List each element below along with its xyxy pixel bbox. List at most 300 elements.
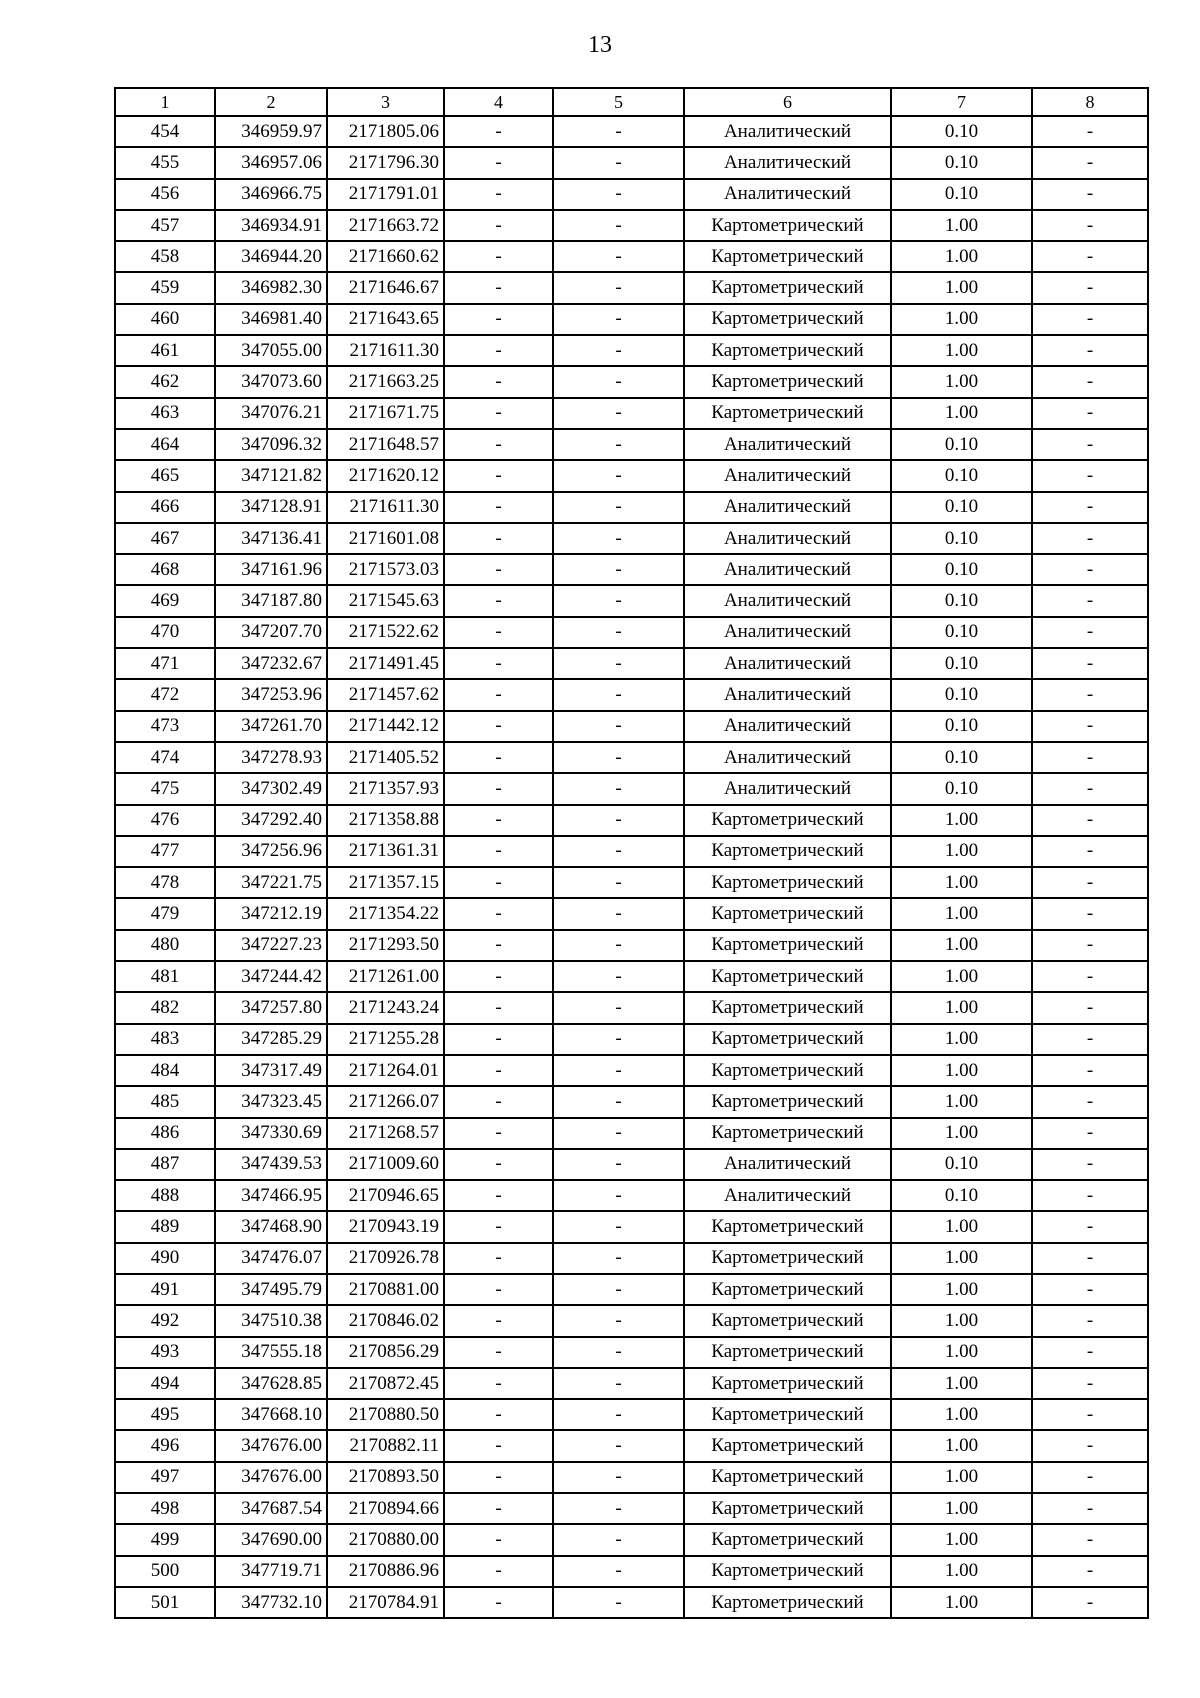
table-cell: - [444,679,553,710]
table-cell: 2170893.50 [327,1462,444,1493]
table-cell: - [553,1556,684,1587]
table-row [115,805,1148,836]
table-cell: 1.00 [891,1587,1032,1618]
table-cell: 0.10 [891,116,1032,147]
table-cell: 480 [115,930,215,961]
table-cell: 347128.91 [215,492,327,523]
table-cell: 2171620.12 [327,460,444,491]
table-row [115,116,1148,147]
table-cell: - [444,617,553,648]
table-cell: 2171663.25 [327,366,444,397]
table-cell: 347690.00 [215,1524,327,1555]
table-cell: - [1032,1243,1148,1274]
table-cell: 347207.70 [215,617,327,648]
table-cell: - [553,554,684,585]
column-header: 6 [684,88,891,116]
table-cell: - [1032,1556,1148,1587]
table-cell: 0.10 [891,523,1032,554]
table-cell: - [444,585,553,616]
table-row [115,1180,1148,1211]
table-cell: 0.10 [891,1149,1032,1180]
table-cell: - [553,429,684,460]
table-cell: - [1032,836,1148,867]
table-cell: - [444,1180,553,1211]
table-cell: 346981.40 [215,304,327,335]
table-cell: 1.00 [891,1118,1032,1149]
table-cell: Картометрический [684,992,891,1023]
table-cell: 0.10 [891,617,1032,648]
table-cell: Картометрический [684,1430,891,1461]
table-cell: - [1032,1587,1148,1618]
table-cell: - [553,523,684,554]
table-row [115,1243,1148,1274]
table-cell: 0.10 [891,742,1032,773]
column-header: 2 [215,88,327,116]
table-cell: 2170881.00 [327,1274,444,1305]
table-cell: Картометрический [684,1118,891,1149]
table-cell: 347468.90 [215,1211,327,1242]
table-cell: - [1032,1118,1148,1149]
table-cell: 495 [115,1399,215,1430]
table-row [115,366,1148,397]
table-cell: - [444,398,553,429]
table-cell: Картометрический [684,930,891,961]
table-cell: - [444,1305,553,1336]
table-cell: - [444,1524,553,1555]
table-cell: 0.10 [891,429,1032,460]
table-cell: - [1032,1274,1148,1305]
table-cell: 2170926.78 [327,1243,444,1274]
table-row [115,460,1148,491]
table-cell: 466 [115,492,215,523]
table-cell: 347555.18 [215,1337,327,1368]
table-cell: 1.00 [891,1024,1032,1055]
table-cell: 493 [115,1337,215,1368]
table-cell: 462 [115,366,215,397]
table-cell: 1.00 [891,898,1032,929]
table-row [115,1430,1148,1461]
table-cell: - [553,335,684,366]
table-cell: - [553,711,684,742]
table-cell: - [444,898,553,929]
table-cell: 2171643.65 [327,304,444,335]
table-cell: 1.00 [891,1337,1032,1368]
table-cell: - [1032,492,1148,523]
table-cell: - [444,1430,553,1461]
table-cell: - [553,1430,684,1461]
table-cell: - [444,1493,553,1524]
table-cell: 1.00 [891,398,1032,429]
table-cell: 346959.97 [215,116,327,147]
table-cell: - [553,304,684,335]
table-cell: Аналитический [684,492,891,523]
table-cell: Аналитический [684,711,891,742]
table-cell: - [553,241,684,272]
table-row [115,398,1148,429]
table-cell: 347161.96 [215,554,327,585]
table-cell: - [1032,805,1148,836]
table-cell: Картометрический [684,335,891,366]
table-cell: - [1032,210,1148,241]
column-header: 3 [327,88,444,116]
table-cell: 347257.80 [215,992,327,1023]
column-header: 8 [1032,88,1148,116]
table-cell: - [1032,1430,1148,1461]
table-cell: - [553,272,684,303]
table-cell: Картометрический [684,836,891,867]
table-cell: - [444,961,553,992]
table-cell: - [444,366,553,397]
table-cell: - [553,460,684,491]
table-cell: 472 [115,679,215,710]
table-cell: - [553,366,684,397]
table-cell: - [553,210,684,241]
table-cell: - [553,1024,684,1055]
table-row [115,617,1148,648]
table-cell: 2171357.93 [327,773,444,804]
table-cell: - [1032,679,1148,710]
table-cell: 2171266.07 [327,1086,444,1117]
table-cell: 347073.60 [215,366,327,397]
table-row [115,179,1148,210]
table-cell: 1.00 [891,335,1032,366]
table-cell: - [553,773,684,804]
table-cell: - [444,1118,553,1149]
table-cell: Картометрический [684,1399,891,1430]
table-row [115,1149,1148,1180]
table-cell: - [1032,398,1148,429]
table-cell: - [444,1556,553,1587]
table-cell: 1.00 [891,1274,1032,1305]
table-cell: Картометрический [684,1211,891,1242]
table-cell: - [1032,1180,1148,1211]
table-cell: - [553,805,684,836]
table-cell: - [1032,961,1148,992]
table-cell: - [1032,1368,1148,1399]
table-row [115,773,1148,804]
table-cell: - [1032,1305,1148,1336]
table-cell: 346982.30 [215,272,327,303]
table-cell: - [444,116,553,147]
table-cell: - [553,1180,684,1211]
table-cell: 2171255.28 [327,1024,444,1055]
table-row [115,1337,1148,1368]
table-row [115,1462,1148,1493]
table-cell: Аналитический [684,523,891,554]
table-cell: - [444,1337,553,1368]
table-cell: 1.00 [891,366,1032,397]
table-cell: 347676.00 [215,1462,327,1493]
table-cell: - [444,460,553,491]
table-cell: 1.00 [891,1211,1032,1242]
table-header-row [115,88,1148,116]
table-cell: 347439.53 [215,1149,327,1180]
table-cell: - [1032,1055,1148,1086]
table-cell: Картометрический [684,805,891,836]
table-cell: 347292.40 [215,805,327,836]
table-cell: - [553,930,684,961]
table-cell: - [444,742,553,773]
table-cell: 2171264.01 [327,1055,444,1086]
table-row [115,711,1148,742]
table-cell: 347495.79 [215,1274,327,1305]
table-cell: Картометрический [684,1086,891,1117]
table-cell: Аналитический [684,116,891,147]
table-cell: 488 [115,1180,215,1211]
table-cell: Аналитический [684,1149,891,1180]
table-cell: - [444,992,553,1023]
table-row [115,272,1148,303]
table-cell: 347732.10 [215,1587,327,1618]
table-cell: - [444,429,553,460]
table-row [115,898,1148,929]
table-cell: - [444,1243,553,1274]
table-cell: 1.00 [891,961,1032,992]
table-cell: - [1032,241,1148,272]
table-cell: 458 [115,241,215,272]
table-cell: Аналитический [684,147,891,178]
table-cell: - [444,304,553,335]
table-cell: - [553,147,684,178]
table-cell: - [444,1274,553,1305]
table-row [115,648,1148,679]
table-cell: Картометрический [684,961,891,992]
table-cell: - [1032,272,1148,303]
column-header: 4 [444,88,553,116]
table-cell: 2171791.01 [327,179,444,210]
table-cell: 1.00 [891,1305,1032,1336]
table-cell: 2170872.45 [327,1368,444,1399]
table-cell: - [553,179,684,210]
table-cell: 347076.21 [215,398,327,429]
table-row [115,742,1148,773]
table-cell: - [1032,1211,1148,1242]
table-cell: 2171671.75 [327,398,444,429]
table-cell: 2170784.91 [327,1587,444,1618]
table-cell: 501 [115,1587,215,1618]
table-cell: 0.10 [891,648,1032,679]
table-cell: 2171611.30 [327,335,444,366]
table-cell: - [1032,554,1148,585]
table-cell: 2171009.60 [327,1149,444,1180]
table-cell: - [444,867,553,898]
table-cell: 2170846.02 [327,1305,444,1336]
table-cell: 347232.67 [215,648,327,679]
table-cell: 2170880.50 [327,1399,444,1430]
table-cell: 1.00 [891,304,1032,335]
table-cell: Картометрический [684,398,891,429]
table-cell: - [444,773,553,804]
table-cell: 1.00 [891,805,1032,836]
table-cell: 0.10 [891,773,1032,804]
table-row [115,1211,1148,1242]
table-cell: 461 [115,335,215,366]
coordinates-table [114,87,1149,1619]
table-cell: 2171442.12 [327,711,444,742]
table-cell: Картометрический [684,1493,891,1524]
table-cell: 471 [115,648,215,679]
table-cell: - [553,1243,684,1274]
table-row [115,1118,1148,1149]
table-cell: - [553,1055,684,1086]
table-cell: Картометрический [684,1305,891,1336]
table-cell: 347121.82 [215,460,327,491]
table-cell: 1.00 [891,272,1032,303]
table-cell: - [444,930,553,961]
table-cell: 486 [115,1118,215,1149]
table-cell: Картометрический [684,1587,891,1618]
table-cell: Картометрический [684,241,891,272]
table-cell: 347278.93 [215,742,327,773]
table-row [115,241,1148,272]
table-cell: Картометрический [684,1243,891,1274]
table-cell: Аналитический [684,554,891,585]
table-cell: 2170894.66 [327,1493,444,1524]
table-cell: 459 [115,272,215,303]
table-cell: 467 [115,523,215,554]
table-row [115,210,1148,241]
table-cell: Аналитический [684,179,891,210]
table-cell: - [553,867,684,898]
table-cell: - [553,1587,684,1618]
page-number: 13 [588,32,612,58]
table-cell: 347227.23 [215,930,327,961]
table-cell: - [444,492,553,523]
table-cell: - [444,179,553,210]
table-cell: - [1032,711,1148,742]
table-cell: - [553,1274,684,1305]
table-cell: 463 [115,398,215,429]
table-row [115,679,1148,710]
table-cell: 2171573.03 [327,554,444,585]
table-cell: 346944.20 [215,241,327,272]
table-row [115,930,1148,961]
table-cell: - [444,1055,553,1086]
table-cell: - [553,1524,684,1555]
table-cell: - [444,554,553,585]
table-cell: 346934.91 [215,210,327,241]
table-cell: 485 [115,1086,215,1117]
column-header: 5 [553,88,684,116]
table-cell: 2171268.57 [327,1118,444,1149]
table-cell: - [553,1118,684,1149]
table-cell: 0.10 [891,179,1032,210]
table-cell: - [1032,867,1148,898]
table-cell: 347096.32 [215,429,327,460]
table-cell: Картометрический [684,1274,891,1305]
table-cell: - [444,523,553,554]
table-cell: 490 [115,1243,215,1274]
table-cell: 347253.96 [215,679,327,710]
table-cell: Картометрический [684,867,891,898]
table-cell: 1.00 [891,1524,1032,1555]
column-header: 7 [891,88,1032,116]
table-cell: 347466.95 [215,1180,327,1211]
table-cell: 473 [115,711,215,742]
table-cell: 496 [115,1430,215,1461]
table-cell: - [553,961,684,992]
table-cell: 347317.49 [215,1055,327,1086]
table-cell: - [444,648,553,679]
table-cell: 2171663.72 [327,210,444,241]
table-cell: 497 [115,1462,215,1493]
table-cell: 469 [115,585,215,616]
table-cell: 1.00 [891,1368,1032,1399]
table-cell: 1.00 [891,241,1032,272]
table-cell: - [1032,523,1148,554]
table-cell: - [553,492,684,523]
table-cell: 483 [115,1024,215,1055]
table-cell: 347302.49 [215,773,327,804]
table-cell: 347687.54 [215,1493,327,1524]
table-row [115,335,1148,366]
table-cell: - [1032,1462,1148,1493]
table-cell: 2170856.29 [327,1337,444,1368]
table-cell: - [444,147,553,178]
table-cell: - [553,1305,684,1336]
table-cell: Картометрический [684,898,891,929]
table-cell: 2171522.62 [327,617,444,648]
table-cell: 0.10 [891,585,1032,616]
table-cell: 347256.96 [215,836,327,867]
table-cell: 456 [115,179,215,210]
table-cell: 2171293.50 [327,930,444,961]
table-cell: - [1032,179,1148,210]
table-row [115,304,1148,335]
table-cell: - [1032,992,1148,1023]
table-row [115,961,1148,992]
table-cell: 347510.38 [215,1305,327,1336]
table-cell: 482 [115,992,215,1023]
table-row [115,523,1148,554]
table-cell: 2171361.31 [327,836,444,867]
table-cell: 1.00 [891,836,1032,867]
table-cell: - [1032,585,1148,616]
table-row [115,836,1148,867]
table-cell: - [1032,366,1148,397]
table-row [115,1305,1148,1336]
table-cell: 347323.45 [215,1086,327,1117]
table-cell: 1.00 [891,1055,1032,1086]
table-cell: - [553,1211,684,1242]
table-cell: Аналитический [684,429,891,460]
table-row [115,1493,1148,1524]
table-cell: 1.00 [891,992,1032,1023]
table-cell: 476 [115,805,215,836]
table-cell: 481 [115,961,215,992]
table-cell: Аналитический [684,460,891,491]
table-cell: - [1032,1337,1148,1368]
table-cell: 0.10 [891,711,1032,742]
table-cell: Картометрический [684,1556,891,1587]
table-cell: 347676.00 [215,1430,327,1461]
table-cell: - [1032,773,1148,804]
table-cell: - [553,1337,684,1368]
table-cell: Аналитический [684,617,891,648]
table-cell: 470 [115,617,215,648]
table-cell: 487 [115,1149,215,1180]
table-row [115,1274,1148,1305]
table-cell: 2171648.57 [327,429,444,460]
table-cell: - [1032,1399,1148,1430]
table-cell: - [1032,930,1148,961]
table-cell: 465 [115,460,215,491]
table-cell: 2171805.06 [327,116,444,147]
table-cell: 1.00 [891,1556,1032,1587]
table-row [115,1368,1148,1399]
table-cell: - [553,1149,684,1180]
table-cell: 457 [115,210,215,241]
